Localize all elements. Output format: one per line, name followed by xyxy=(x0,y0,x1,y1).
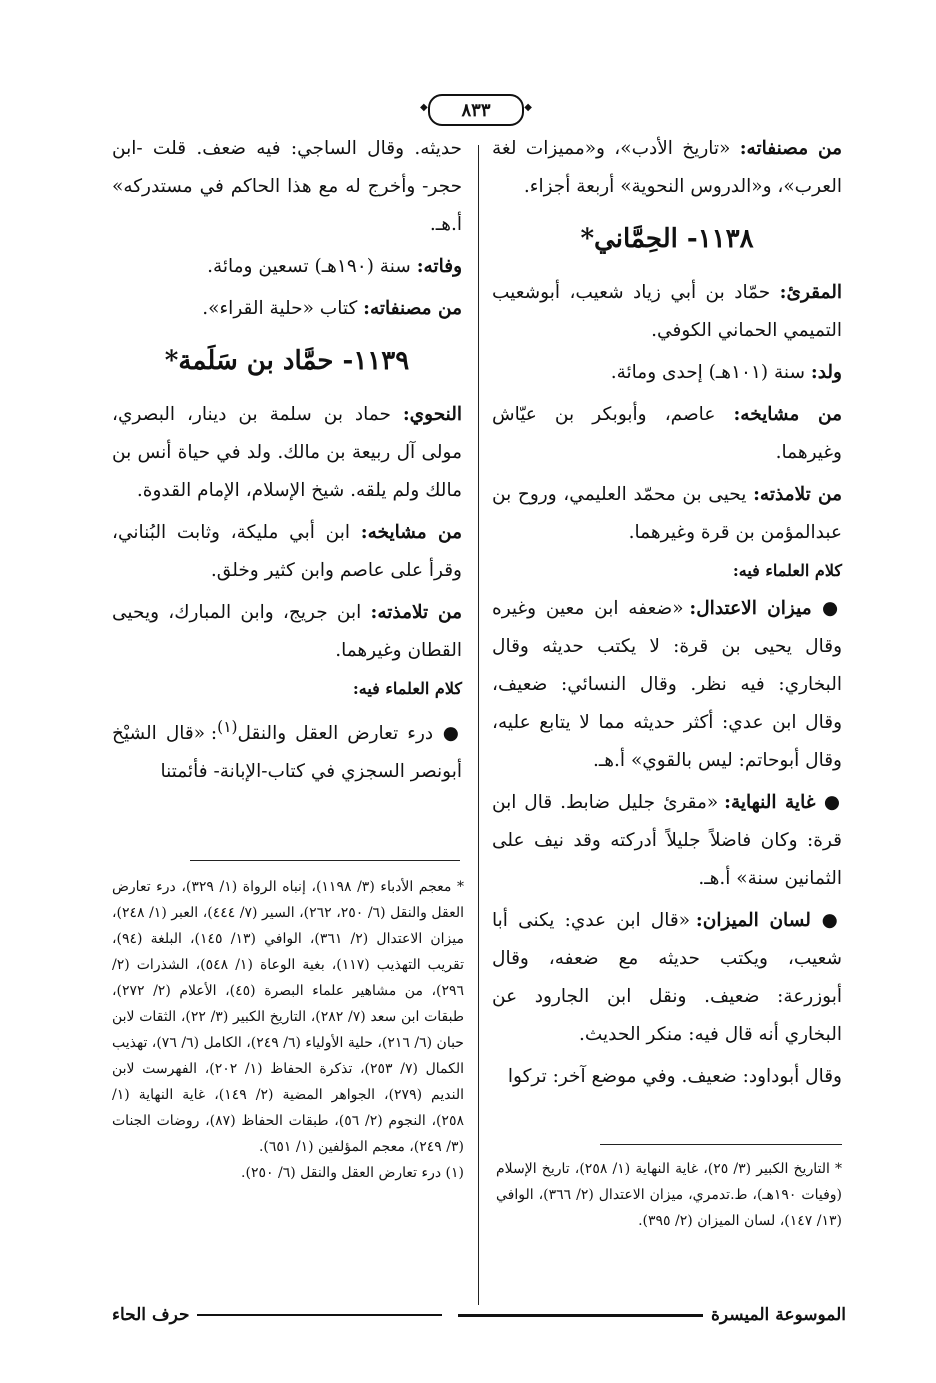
footnote-1: (١) درء تعارض العقل والنقل (٦/ ٢٥٠). xyxy=(241,1165,464,1181)
bullet-icon: ● xyxy=(433,723,462,745)
field-text: «قال ابن عدي: يكنى أبا شعيب، ويكتب حديثه مع ضعفه، وقال أبوزرعة: ضعيف. ونقل ابن الجارود عن البخاري أنه قال فيه: منكر الحديث. xyxy=(492,910,842,1045)
footnote-rule xyxy=(600,1144,842,1145)
field-text: عاصم، وأبوبكر بن عيّاش وغيرهما. xyxy=(492,404,842,463)
entry-1139-teachers xyxy=(112,514,462,590)
footnote-sources: * التاريخ الكبير (٣/ ٢٥)، غاية النهاية (١/ ٢٥٨)، تاريخ الإسلام (وفيات ١٩٠هـ)، ط.تدمري، ميزان الاعتدال (٢/ ٣٦٦)، الوافي (١٣/ ١٤٧)، لسان الميزان (٢/ ٣٩٥). xyxy=(496,1161,843,1229)
field-text: : «قال الشيْخ أبونصر السجزي في كتاب-الإبانة- فأئمتنا xyxy=(112,723,462,783)
field-text: درء تعارض العقل والنقل xyxy=(237,723,434,745)
field-label: من تلامذته: xyxy=(370,602,463,623)
bullet-icon: ● xyxy=(815,792,843,813)
field-text: «تاريخ الأدب»، و«مميزات لغة العرب»، و«الدروس النحوية» أربعة أجزاء. xyxy=(492,138,842,197)
field-label: من مشايخه: xyxy=(733,404,842,425)
field-label: المقرئ: xyxy=(779,282,842,303)
opinion-continuation: وقال أبوداود: ضعيف. وفي موضع آخر: تركوا xyxy=(507,1066,842,1087)
footnotes-right xyxy=(496,1156,842,1234)
entry-1139-grammarian xyxy=(112,396,462,510)
bullet-icon: ● xyxy=(811,598,842,619)
field-label: النحوي: xyxy=(402,404,462,425)
field-text: «ضعفه ابن معين وغيره وقال يحيى بن قرة: لا يكتب حديثه وقال البخاري: فيه نظر. وقال النسائي: ضعيف، وقال ابن عدي: أكثر حديثه مما لا يتابع عليه، وقال أبوحاتم: ليس بالقوي» أ.هـ. xyxy=(492,598,842,771)
field-label: من تلامذته: xyxy=(753,484,843,505)
left-column xyxy=(112,130,462,795)
entry-1138-born xyxy=(492,354,842,392)
entry-1137-works xyxy=(492,130,842,206)
field-label: من مشايخه: xyxy=(360,522,463,543)
field-label: من مصنفاته: xyxy=(363,298,462,319)
opinion-bullet xyxy=(492,902,842,1054)
footnote-sources: * معجم الأدباء (٣/ ١١٩٨)، إنباه الرواة (١/ ٣٢٩)، درء تعارض العقل والنقل (٦/ ٢٥٠، ٢٦٢)، السير (٧/ ٤٤٤)، العبر (١/ ٢٤٨)، ميزان الاعتدال (٢/ ٣٦١)، الوافي (١٣/ ١٤٥)، البلغة (٩٤)، تقريب التهذيب (١١٧)، بغية الوعاة (١/ ٥٤٨)، الشذرات (٢/ ٢٩٦)، من مشاهير علماء البصرة (٤٥)، الأعلام (٢/ ٢٧٢)، طبقات ابن سعد (٧/ ٢٨٢)، التاريخ الكبير (٣/ ٢٢)، الثقات لابن حبان (٦/ ٢١٦)، حلية الأولياء (٦/ ٢٤٩)، الكامل (٦/ ٧٦)، تهذيب الكمال (٧/ ٢٥٣)، تذكرة الحفاظ (١/ ٢٠٢)، الفهرست لابن النديم (٢٧٩)، الجواهر المضية (٢/ ١٤٩)، غاية النهاية (١/ ٢٥٨)، النجوم (٢/ ٥٦)، طبقات الحفاظ (٨٧)، روضات الجنات (٣/ ٢٤٩)، معجم المؤلفين (١/ ٦٥١). xyxy=(112,879,465,1155)
column-divider xyxy=(478,145,479,1305)
field-label: ميزان الاعتدال: xyxy=(689,598,812,619)
entry-1138-reciter xyxy=(492,274,842,350)
field-label: ولد: xyxy=(810,362,842,383)
field-text: سنة (١٩٠هـ) تسعين ومائة. xyxy=(207,256,417,277)
page-number: ◆ ٨٣٣ ◆ xyxy=(428,94,524,126)
field-text: ابن أبي مليكة، وثابت البُناني، وقرأ على عاصم وابن كثير وخلق. xyxy=(112,522,462,581)
footnote-rule xyxy=(190,860,460,861)
entry-1138-death xyxy=(112,248,462,286)
entry-1139-students xyxy=(112,594,462,670)
entry-1138-students xyxy=(492,476,842,552)
footnotes-left xyxy=(112,874,464,1186)
entry-1138-teachers xyxy=(492,396,842,472)
entry-heading-1138: ١١٣٨- الحِمَّاني* xyxy=(580,224,754,254)
entry-heading-1139: ١١٣٩- حمَّاد بن سَلَمة* xyxy=(164,346,410,376)
footer-line xyxy=(458,1314,703,1317)
page-footer xyxy=(112,1302,846,1328)
field-label: من مصنفاته: xyxy=(739,138,842,159)
footer-chapter-title: حرف الحاء xyxy=(111,1305,190,1325)
right-column xyxy=(492,130,842,1100)
opinion-bullet xyxy=(492,590,842,780)
field-label: وفاته: xyxy=(416,256,462,277)
opinion-bullet xyxy=(112,708,462,791)
field-label: لسان الميزان: xyxy=(695,910,811,931)
scholars-opinions-heading: كلام العلماء فيه: xyxy=(732,561,842,580)
field-text: كتاب «حلية القراء». xyxy=(202,298,364,319)
field-text: يحيى بن محمّد العليمي، وروح بن عبدالمؤمن بن قرة وغيرهما. xyxy=(492,484,842,543)
continued-text: حديثه. وقال الساجي: فيه ضعف. قلت -ابن حجر- وأخرج له مع هذا الحاكم في مستدركه» أ.هـ. xyxy=(112,138,462,235)
field-text: «مقرئ جليل ضابط. قال ابن قرة: وكان فاضلاً جليلاً أدركته وقد نيف على الثمانين سنة» أ.هـ. xyxy=(492,792,842,889)
footer-book-title: الموسوعة الميسرة xyxy=(710,1305,846,1325)
field-text: ابن جريج، وابن المبارك، ويحيى القطان وغيرهما. xyxy=(112,602,462,661)
field-text: حماد بن سلمة بن دينار، البصري، مولى آل ربيعة بن مالك. ولد في حياة أنس بن مالك ولم يلقه. شيخ الإسلام، الإمام القدوة. xyxy=(112,404,462,501)
footer-line xyxy=(197,1314,442,1316)
scholars-opinions-heading: كلام العلماء فيه: xyxy=(352,679,462,698)
field-text: سنة (١٠١هـ) إحدى ومائة. xyxy=(610,362,811,383)
opinion-bullet xyxy=(492,784,842,898)
footnote-ref: (١) xyxy=(217,718,238,736)
entry-1138-works xyxy=(112,290,462,328)
field-label: غاية النهاية: xyxy=(724,792,816,813)
field-text: حمّاد بن أبي زياد شعيب، أبوشعيب التميمي الحماني الكوفي. xyxy=(492,282,842,341)
bullet-icon: ● xyxy=(810,910,842,931)
